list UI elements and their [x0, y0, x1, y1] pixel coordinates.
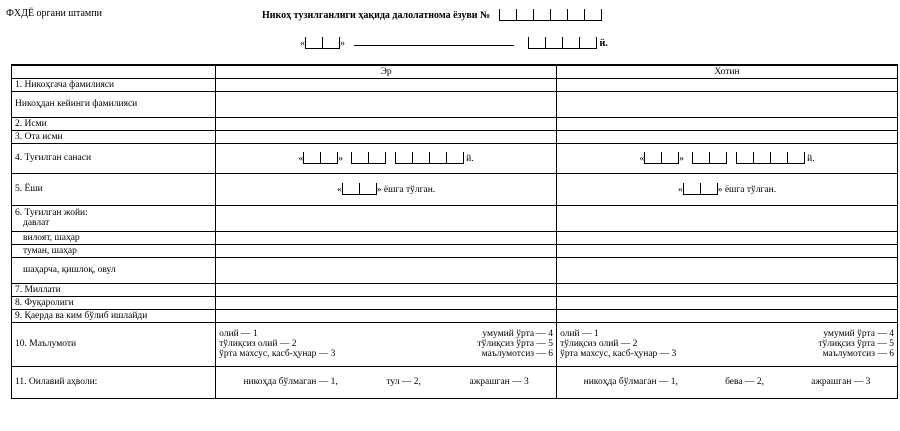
female-nationality-field[interactable] — [557, 283, 898, 296]
row-label-marital-status: 11. Оилавий аҳволи: — [12, 366, 216, 398]
row-label-age: 5. Ёши — [12, 173, 216, 205]
row-label-patronymic: 3. Ота исми — [12, 130, 216, 143]
row-label-birthdate: 4. Туғилган санаси — [12, 143, 216, 173]
row-label-surname-after: Никоҳдан кейинги фамилияси — [12, 91, 216, 117]
female-birthdate-field[interactable]: « » й. — [557, 143, 898, 173]
row-label-region: вилоят, шаҳар — [12, 231, 216, 244]
male-nationality-field[interactable] — [216, 283, 557, 296]
male-citizenship-field[interactable] — [216, 296, 557, 309]
female-citizenship-field[interactable] — [557, 296, 898, 309]
male-surname-before-field[interactable] — [216, 78, 557, 91]
female-surname-after-field[interactable] — [557, 91, 898, 117]
male-marital-options[interactable]: никоҳда бўлмаган — 1, тул — 2, ажрашган — 3 — [216, 366, 557, 398]
male-region-field[interactable] — [216, 231, 557, 244]
female-age-field[interactable]: « » ёшга тўлган. — [557, 173, 898, 205]
row-label-surname-before: 1. Никоҳгача фамилияси — [12, 78, 216, 91]
male-district-field[interactable] — [216, 244, 557, 257]
row-label-citizenship: 8. Фуқаролиги — [12, 296, 216, 309]
row-label-education: 10. Маълумоти — [12, 322, 216, 366]
column-header-female: Хотин — [557, 65, 898, 78]
row-label-name: 2. Исми — [12, 117, 216, 130]
male-patronymic-field[interactable] — [216, 130, 557, 143]
age-suffix: ёшга тўлган. — [724, 185, 777, 195]
female-workplace-field[interactable] — [557, 309, 898, 322]
quote-open: « — [300, 38, 305, 49]
female-village-field[interactable] — [557, 257, 898, 283]
record-date-line[interactable] — [300, 36, 608, 49]
female-name-field[interactable] — [557, 117, 898, 130]
female-district-field[interactable] — [557, 244, 898, 257]
row-label-birthplace: 6. Туғилган жойи: давлат — [12, 205, 216, 231]
female-marital-options[interactable]: никоҳда бўлмаган — 1, бева — 2, ажрашган — 3 — [557, 366, 898, 398]
male-surname-after-field[interactable] — [216, 91, 557, 117]
male-age-field[interactable]: « » ёшга тўлган. — [216, 173, 557, 205]
row-label-nationality: 7. Миллати — [12, 283, 216, 296]
year-suffix: й. — [599, 38, 608, 49]
male-name-field[interactable] — [216, 117, 557, 130]
row-label-country: давлат — [23, 218, 50, 228]
male-birthplace-country-field[interactable] — [216, 205, 557, 231]
age-suffix: ёшга тўлган. — [383, 185, 436, 195]
registry-stamp-label: ФХДЁ органи штампи — [6, 8, 102, 19]
female-education-options[interactable]: олий — 1 умумий ўрта — 4 тўлиқсиз олий — 2 тўлиқсиз ўрта — 5 ўрта махсус, касб-ҳунар — 3 маълумотсиз — 6 — [557, 322, 898, 366]
female-surname-before-field[interactable] — [557, 78, 898, 91]
document-title — [262, 9, 602, 21]
male-workplace-field[interactable] — [216, 309, 557, 322]
row-label-district: туман, шаҳар — [12, 244, 216, 257]
month-field — [354, 36, 514, 46]
column-header-male: Эр — [216, 65, 557, 78]
row-label-village: шаҳарча, қишлоқ, овул — [12, 257, 216, 283]
female-region-field[interactable] — [557, 231, 898, 244]
male-birthdate-field[interactable]: « » й. — [216, 143, 557, 173]
male-village-field[interactable] — [216, 257, 557, 283]
male-education-options[interactable]: олий — 1 умумий ўрта — 4 тўлиқсиз олий — 2 тўлиқсиз ўрта — 5 ўрта махсус, касб-ҳунар — 3 маълумотсиз — 6 — [216, 322, 557, 366]
row-label-workplace: 9. Қаерда ва ким бўлиб ишлайди — [12, 309, 216, 322]
title-text: Никоҳ тузилганлиги ҳақида далолатнома ёзуви № — [262, 10, 491, 21]
female-patronymic-field[interactable] — [557, 130, 898, 143]
quote-close: » — [340, 38, 345, 49]
marriage-record-table — [11, 64, 898, 399]
record-number-boxes[interactable] — [499, 9, 602, 21]
female-birthplace-country-field[interactable] — [557, 205, 898, 231]
